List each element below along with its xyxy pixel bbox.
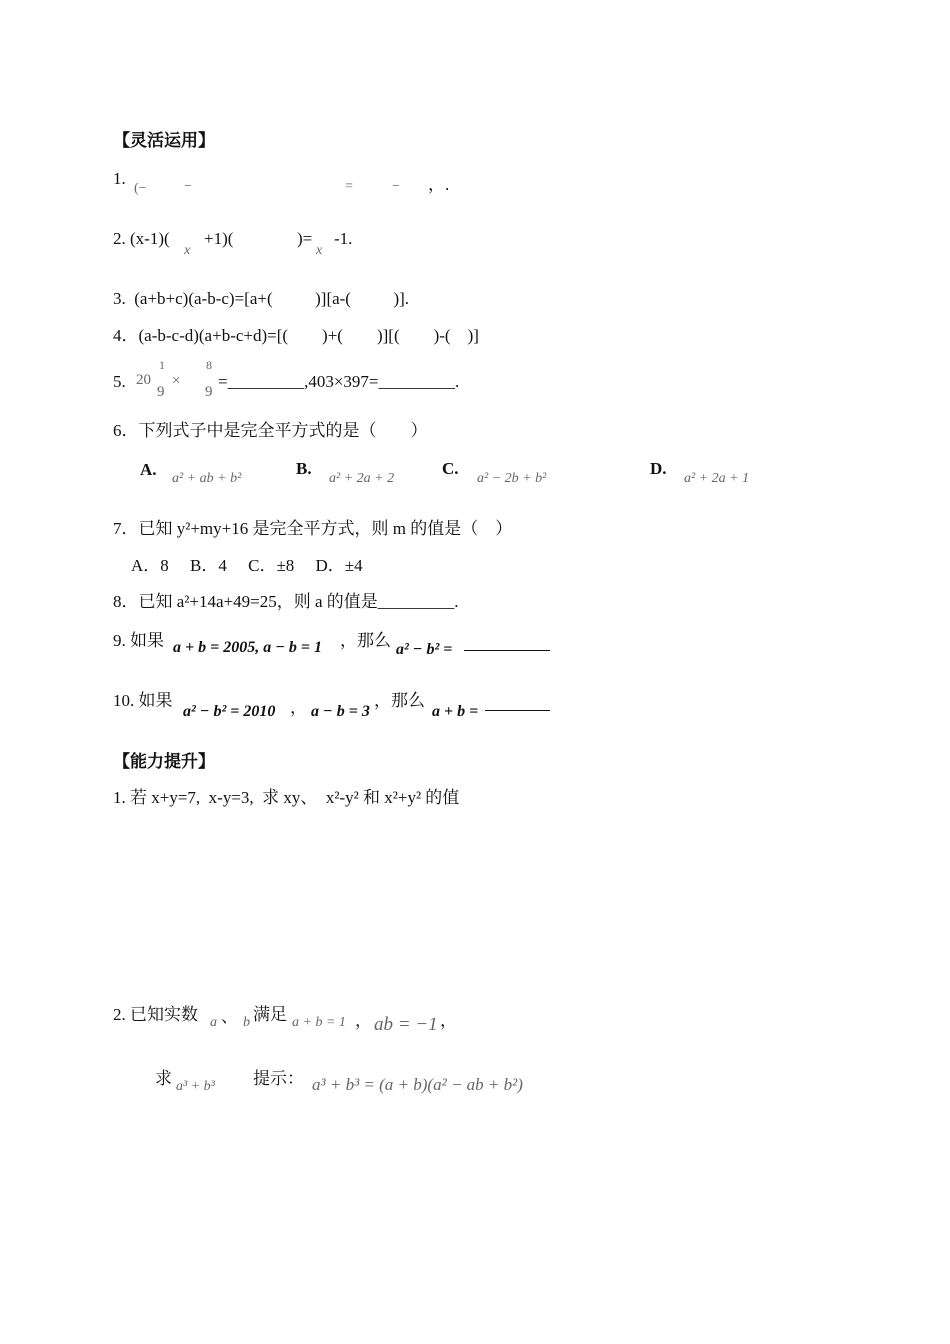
- q9-condition: a + b = 2005, a − b = 1: [173, 639, 323, 656]
- q7-stem: 7．已知 y²+my+16 是完全平方式，则 m 的值是（ ）: [113, 519, 513, 538]
- p2-hint-label: 提示：: [253, 1069, 304, 1088]
- q2-text-2: +1)(: [204, 229, 234, 248]
- q10-answer-line: [485, 710, 550, 711]
- q6-stem: 6．下列式子中是完全平方式的是（ ）: [113, 421, 428, 440]
- q6-option-a-label: A.: [140, 460, 157, 479]
- q2-text-1: 2. (x-1)(: [113, 229, 170, 248]
- q6-option-d-label: D.: [650, 459, 667, 478]
- q6-option-c-expr: a² − 2b + b²: [477, 471, 547, 486]
- q2-text-4: -1.: [334, 229, 353, 248]
- q10-comma: ，: [290, 698, 307, 717]
- q5-denominator-1: 9: [157, 384, 165, 400]
- q5-times: ×: [172, 373, 181, 389]
- q5-rest: =_________,403×397=_________.: [218, 372, 460, 391]
- q10-lead: 10. 如果: [113, 691, 173, 710]
- q1-tail: ，.: [428, 175, 450, 194]
- q8-text: 8．已知 a²+14a+49=25，则 a 的值是_________.: [113, 592, 459, 611]
- p2-satisfy: 满足: [253, 1005, 287, 1024]
- q1-dash: −: [184, 179, 192, 194]
- q1-dash-2: −: [392, 179, 400, 194]
- q4-text: 4．(a-b-c-d)(a+b-c+d)=[( )+( )][( )-( )]: [113, 326, 479, 345]
- p2-var-b: b: [243, 1015, 250, 1030]
- q2-x-1: x: [184, 243, 191, 258]
- q2-x-2: x: [316, 243, 323, 258]
- p2-separator: 、: [221, 1007, 238, 1026]
- p2-condition-2: ab = −1: [374, 1014, 438, 1035]
- q5-denominator-2: 9: [205, 384, 213, 400]
- q2-text-3: )=: [297, 229, 313, 248]
- q9-lead: 9. 如果: [113, 631, 164, 650]
- q9-answer-line: [464, 650, 550, 651]
- section-heading-ability-up: 【能力提升】: [113, 752, 215, 771]
- p2-comma: ，: [355, 1011, 372, 1030]
- q9-ask: a² − b² =: [396, 641, 453, 658]
- q1-open: (−: [134, 181, 147, 196]
- q3-text: 3. (a+b+c)(a-b-c)=[a+( )][a-( )].: [113, 289, 410, 308]
- q10-ask: a + b =: [432, 703, 479, 720]
- p2-comma-2: ，: [440, 1011, 457, 1030]
- q10-condition-1: a² − b² = 2010: [183, 703, 276, 720]
- q1-number: 1.: [113, 169, 126, 188]
- p2-var-a: a: [210, 1015, 217, 1030]
- q5-twenty: 20: [136, 372, 151, 388]
- p2-lead: 2. 已知实数: [113, 1005, 198, 1024]
- q6-option-c-label: C.: [442, 459, 459, 478]
- p2-ask-lead: 求: [155, 1069, 172, 1088]
- q6-option-b-label: B.: [296, 459, 312, 478]
- p1-text: 1. 若 x+y=7, x-y=3, 求 xy、 x²-y² 和 x²+y² 的值: [113, 788, 460, 807]
- q9-mid: ，那么: [340, 631, 391, 650]
- section-heading-flexible-use: 【灵活运用】: [113, 131, 215, 150]
- q6-option-b-expr: a² + 2a + 2: [329, 471, 395, 486]
- p2-hint-expr: a³ + b³ = (a + b)(a² − ab + b²): [312, 1075, 523, 1094]
- q10-mid: ，那么: [374, 691, 425, 710]
- q5-numerator-2: 8: [206, 358, 212, 372]
- p2-ask-expr: a³ + b³: [176, 1079, 215, 1094]
- q6-option-d-expr: a² + 2a + 1: [684, 471, 750, 486]
- p2-condition-1: a + b = 1: [292, 1015, 346, 1030]
- q5-number: 5.: [113, 372, 126, 391]
- q5-numerator-1: 1: [159, 358, 165, 372]
- q10-condition-2: a − b = 3: [311, 703, 370, 720]
- q6-option-a-expr: a² + ab + b²: [172, 471, 242, 486]
- q7-choices: A．8 B．4 C．±8 D．±4: [131, 556, 363, 575]
- q1-equals: =: [345, 179, 353, 194]
